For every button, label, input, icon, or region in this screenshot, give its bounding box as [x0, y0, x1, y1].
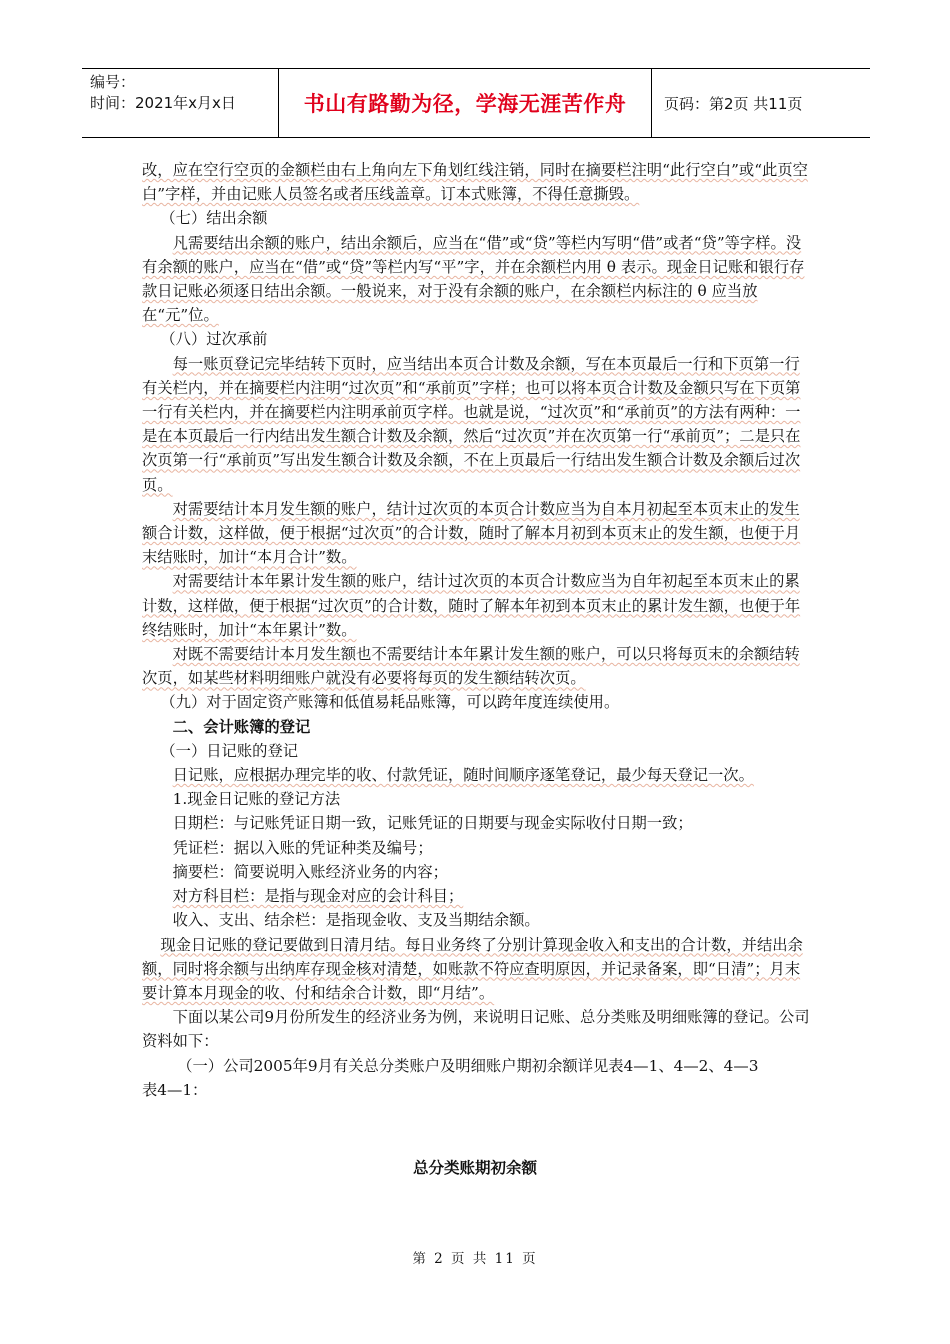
- paragraph: （九）对于固定资产账簿和低值易耗品账簿，可以跨年度连续使用。: [160, 693, 620, 712]
- header-meta: [82, 69, 279, 137]
- paragraph: 对既不需要结计本月发生额也不需要结计本年累计发生额的账户，可以只将每页末的余额结转次页，如某些材料明细账户就没有必要将每页的发生额结转次页。: [142, 645, 800, 688]
- paragraph: 日记账，应根据办理完毕的收、付款凭证，随时间顺序逐笔登记，最少每天登记一次。: [172, 766, 754, 785]
- paragraph: 日期栏：与记账凭证日期一致，记账凭证的日期要与现金实际收付日期一致；: [172, 814, 693, 833]
- paragraph: 凡需要结出余额的账户，结出余额后，应当在“借”或“贷”等栏内写明“借”或者“贷”等字样。没有余额的账户，应当在“借”或“贷”等栏内写“平”字，并在余额栏内用 θ 表示。现金日记账和银行存款日记账必须逐日结出余额。一般说来，对于没有余额的账户，在余额栏内标注的 θ 应当放在“元”位。: [142, 233, 805, 325]
- section-heading: 1.现金日记账的登记方法: [172, 790, 341, 809]
- paragraph: 摘要栏：简要说明入账经济业务的内容；: [172, 862, 448, 881]
- paragraph: 改，应在空行空页的金额栏由右上角向左下角划红线注销，同时在摘要栏注明“此行空白”或“此页空白”字样，并由记账人员签名或者压线盖章。订本式账簿，不得任意撕毁。: [142, 161, 808, 204]
- header-motto: 书山有路勤为径，学海无涯苦作舟: [279, 69, 652, 137]
- paragraph: （一）公司2005年9月有关总分类账户及明细账户期初余额详见表4—1、4—2、4—3: [177, 1056, 759, 1075]
- paragraph: 对需要结计本年累计发生额的账户，结计过次页的本页合计数应当为自年初起至本页末止的累计数，这样做，便于根据“过次页”的合计数，随时了解本年初到本页末止的累计发生额，也便于年终结账时，加计“本年累计”数。: [142, 572, 801, 639]
- paragraph: 下面以某公司9月份所发生的经济业务为例，来说明日记账、总分类账及明细账簿的登记。公司资料如下：: [142, 1008, 810, 1051]
- section-heading: （一）日记账的登记: [160, 741, 299, 760]
- page-header: [82, 68, 870, 138]
- paragraph: 凭证栏：据以入账的凭证种类及编号；: [172, 838, 433, 857]
- page-footer: 第 2 页 共 11 页: [412, 1251, 538, 1267]
- paragraph: 对需要结计本月发生额的账户，结计过次页的本页合计数应当为自本月初起至本页末止的发生额合计数，这样做，便于根据“过次页”的合计数，随时了解本月初到本页末止的发生额，也便于月末结账时，加计“本月合计”数。: [142, 499, 801, 567]
- table-caption: 表4—1：: [142, 1080, 208, 1099]
- paragraph: 收入、支出、结余栏：是指现金收、支及当期结余额。: [172, 911, 540, 930]
- section-heading: 二、会计账簿的登记: [172, 717, 311, 736]
- paragraph: 对方科目栏：是指与现金对应的会计科目；: [172, 887, 464, 906]
- date-label: 时间：2021年x月x日: [90, 94, 236, 112]
- number-label: 编号：: [90, 73, 136, 91]
- header-page-info: 页码：第2页 共11页: [664, 94, 803, 113]
- section-heading: （七）结出余额: [160, 209, 268, 228]
- section-heading: （八）过次承前: [160, 330, 268, 349]
- document-body: [142, 158, 810, 1102]
- paragraph: 每一账页登记完毕结转下页时，应当结出本页合计数及余额，写在本页最后一行和下页第一行有关栏内，并在摘要栏内注明“过次页”和“承前页”字样；也可以将本页合计数及金额只写在下页第一行有关栏内，并在摘要栏内注明承前页字样。也就是说，“过次页”和“承前页”的方法有两种：一是在本页最后一行内结出发生额合计数及余额，然后“过次页”并在次页第一行“承前页”；二是只在次页第一行“承前页”写出发生额合计数及余额，不在上页最后一行结出发生额合计数及余额后过次页。: [142, 354, 801, 494]
- paragraph: 现金日记账的登记要做到日清月结。每日业务终了分别计算现金收入和支出的合计数，并结出余额，同时将余额与出纳库存现金核对清楚，如账款不符应查明原因，并记录备案，即“日清”；月末要计算本月现金的收、付和结余合计数，即“月结”。: [142, 935, 803, 1002]
- table-title: 总分类账期初余额: [412, 1159, 537, 1177]
